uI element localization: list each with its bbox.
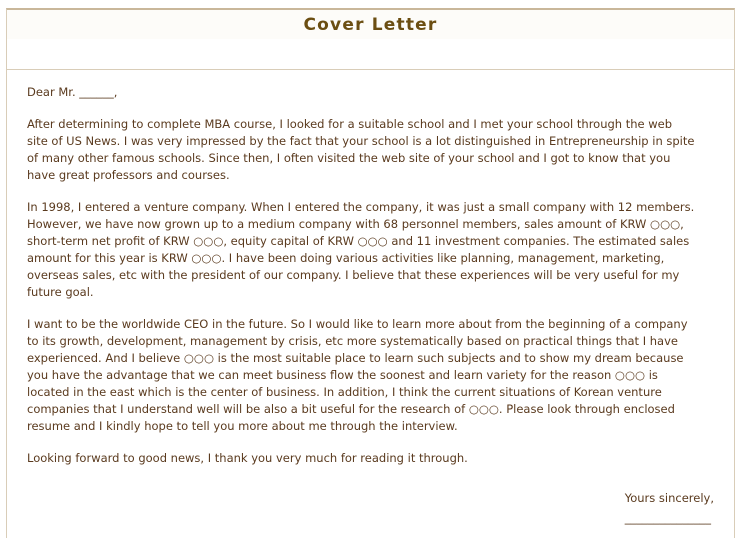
paragraph-closing: Looking forward to good news, I thank you very much for reading it through. [27,451,468,465]
sub-bar [6,39,735,70]
closing-block [625,488,714,528]
paragraph-intro: After determining to complete MBA course, I looked for a suitable school and I met your school through the web site of US News. I was very impressed by the fact that your school is a lot distinguished in Entrepreneurship in spite of many other famous schools. Since then, I often visited the web site of your school and I got to know that you have great professors and courses. [27,117,695,182]
paragraph-experience: In 1998, I entered a venture company. When I entered the company, it was just a small company with 12 members. However, we have now grown up to a medium company with 68 personnel members, sales amount of KRW ○○○, short-term net profit of KRW ○○○, equity capital of KRW ○○○ and 11 investment companies. The estimated sales amount for this year is KRW ○○○. I have been doing various activities like planning, management, marketing, overseas sales, etc with the president of our company. I believe that these experiences will be very useful for my future goal. [27,200,695,299]
page-title: Cover Letter [303,14,438,35]
salutation: Dear Mr. ______, [27,85,118,99]
letter-body [27,84,695,482]
paragraph-goals: I want to be the worldwide CEO in the future. So I would like to learn more about from the beginning of a company to its growth, development, management by crisis, etc more systematically based on practical things that I have experienced. And I believe ○○○ is the most suitable place to learn such subjects and to show my dream because you have the advantage that we can meet business flow the soonest and learn variety for the reason ○○○ is located in the east which is the center of business. In addition, I think the current situations of Korean venture companies that I understand well will be also a bit useful for the research of ○○○. Please look through enclosed resume and I kindly hope to tell you more about me through the interview. [27,317,688,433]
closing-phrase: Yours sincerely, [624,491,714,505]
title-bar [6,8,735,40]
signature-line: _______________ [624,511,711,525]
